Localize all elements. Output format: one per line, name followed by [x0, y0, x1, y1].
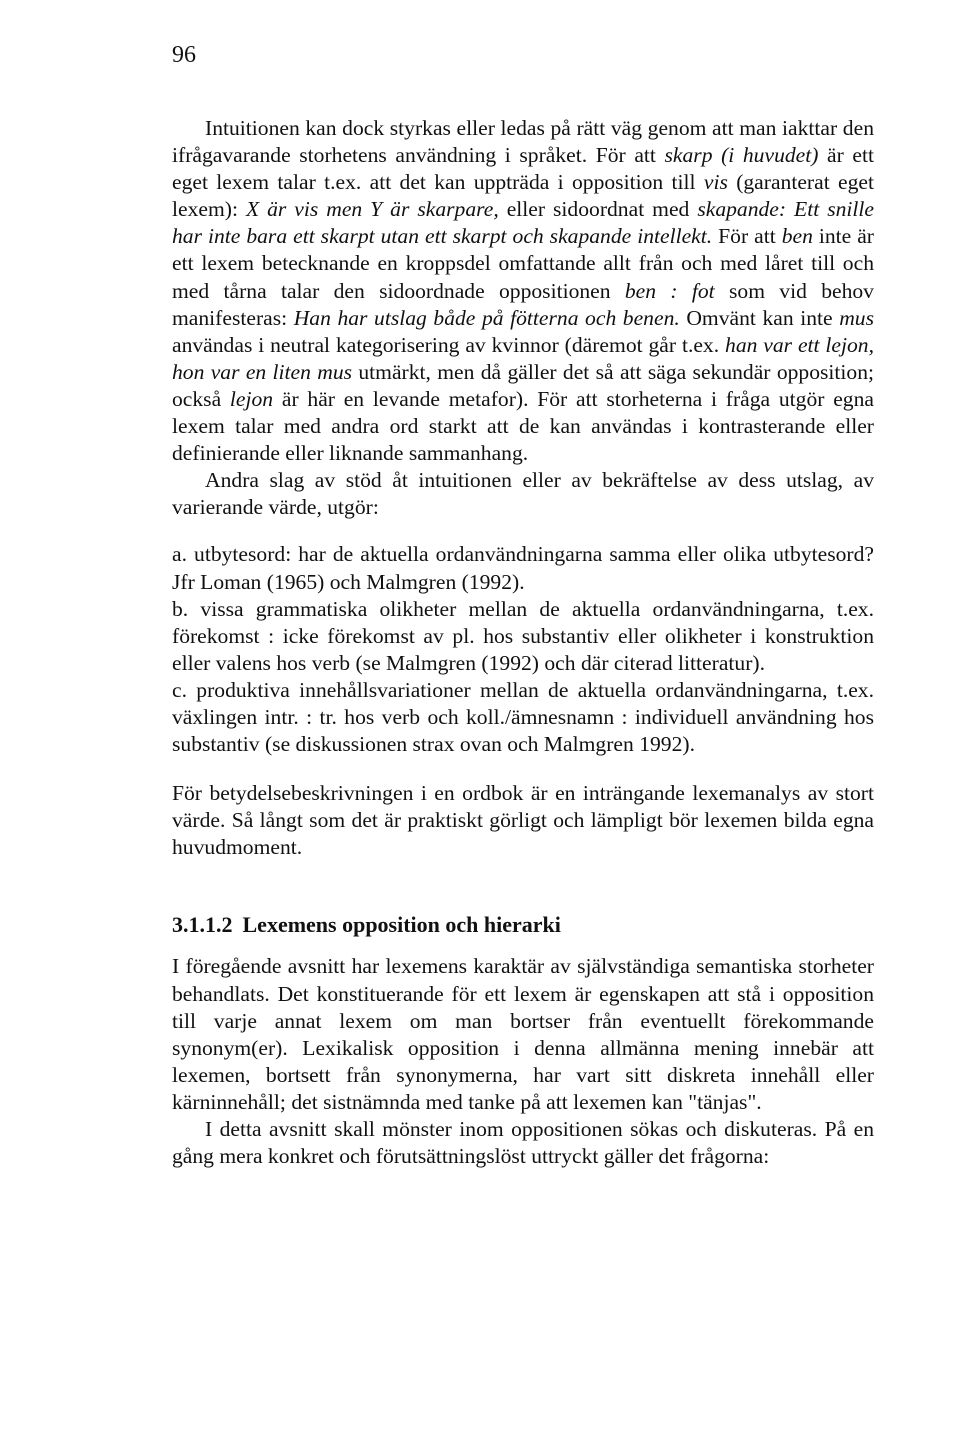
text-run: är här en levande metafor). För att storheterna i fråga utgör egna lexem talar med andra ord starkt att de kan användas i kontrasterande eller definierande eller liknande sammanhang.	[172, 386, 874, 466]
text-run: är ett eget lexem talar t.ex. att det kan uppträda i opposition till	[172, 143, 874, 195]
text-run: användas i neutral kategorisering av kvinnor (däremot går t.ex.	[172, 332, 726, 357]
text-run: som vid behov manifesteras:	[172, 278, 874, 330]
italic-run: skarp (i huvudet)	[664, 143, 819, 168]
italic-run: X är vis men Y är skarpare,	[245, 197, 499, 222]
italic-run: vis	[703, 170, 728, 195]
italic-run: lejon	[229, 386, 274, 411]
page-number: 96	[172, 42, 196, 68]
paragraph-1	[172, 115, 874, 467]
spacer	[172, 939, 874, 953]
section-title: Lexemens opposition och hierarki	[242, 912, 561, 938]
list-item-c: c. produktiva innehållsvariationer mellan de aktuella ordanvändningarna, t.ex. växlingen intr. : tr. hos verb och koll./ämnesnamn : individuell användning hos substantiv (se diskussionen strax ovan och Malmgren 1992).	[172, 677, 874, 757]
page-body	[172, 115, 874, 1170]
italic-run: skapande: Ett snille har inte bara ett skarpt utan ett skarpt och skapande intellekt.	[172, 197, 874, 249]
text-run: (garanterat eget lexem):	[172, 170, 875, 222]
section-heading	[172, 911, 874, 939]
paragraph-3: För betydelsebeskrivningen i en ordbok är en inträngande lexemanalys av stort värde. Så långt som det är praktiskt görligt och lämpligt bör lexemen bilda egna huvudmoment.	[172, 781, 874, 860]
text-run: För att	[712, 224, 782, 249]
italic-run: ben : fot	[624, 278, 715, 303]
paragraph-5: I detta avsnitt skall mönster inom oppositionen sökas och diskuteras. På en gång mera konkret och förutsättningslöst uttryckt gäller det frågorna:	[172, 1117, 874, 1169]
italic-run: han var ett lejon, hon var en liten mus	[172, 332, 874, 384]
paragraph-2: Andra slag av stöd åt intuitionen eller av bekräftelse av dess utslag, av varierande värde, utgör:	[172, 468, 874, 520]
text-run: eller sidoordnat med	[498, 197, 698, 222]
text-run: utmärkt, men då gäller det så att säga sekundär opposition; också	[172, 359, 874, 411]
text-run: Omvänt kan inte	[679, 305, 840, 330]
section-number: 3.1.1.2	[172, 912, 233, 938]
paragraph-4: I föregående avsnitt har lexemens karaktär av självständiga semantiska storheter behandlats. Det konstituerande för ett lexem är egenskapen att stå i opposition till varje annat lexem om man bortser från eventuellt förekommande synonym(er). Lexikalisk opposition i denna allmänna mening innebär att lexemen, bortsett från synonymerna, har vart sitt diskreta innehåll eller kärninnehåll; det sistnämnda med tanke på att lexemen kan "tänjas".	[172, 954, 874, 1114]
italic-run: ben	[781, 224, 813, 249]
text-run: inte är ett lexem betecknande en kroppsdel omfattande allt från och med låret till och med tårna talar den sidoordnade oppositionen	[172, 224, 875, 303]
italic-run: mus	[839, 305, 874, 330]
spacer	[172, 758, 874, 780]
text-run: Intuitionen kan dock styrkas eller ledas på rätt väg genom att man iakttar den ifrågavarande storhetens användning i språket. För att	[172, 116, 874, 168]
spacer	[172, 521, 874, 541]
list-item-b: b. vissa grammatiska olikheter mellan de aktuella ordanvändningarna, t.ex. förekomst : icke förekomst av pl. hos substantiv eller olikheter i konstruktion eller valens hos verb (se Malmgren (1992) och där citerad litteratur).	[172, 596, 874, 675]
italic-run: Han har utslag både på fötterna och benen.	[293, 305, 680, 330]
list-item-a: a. utbytesord: har de aktuella ordanvändningarna samma eller olika utbytesord? Jfr Loman (1965) och Malmgren (1992).	[172, 542, 874, 594]
